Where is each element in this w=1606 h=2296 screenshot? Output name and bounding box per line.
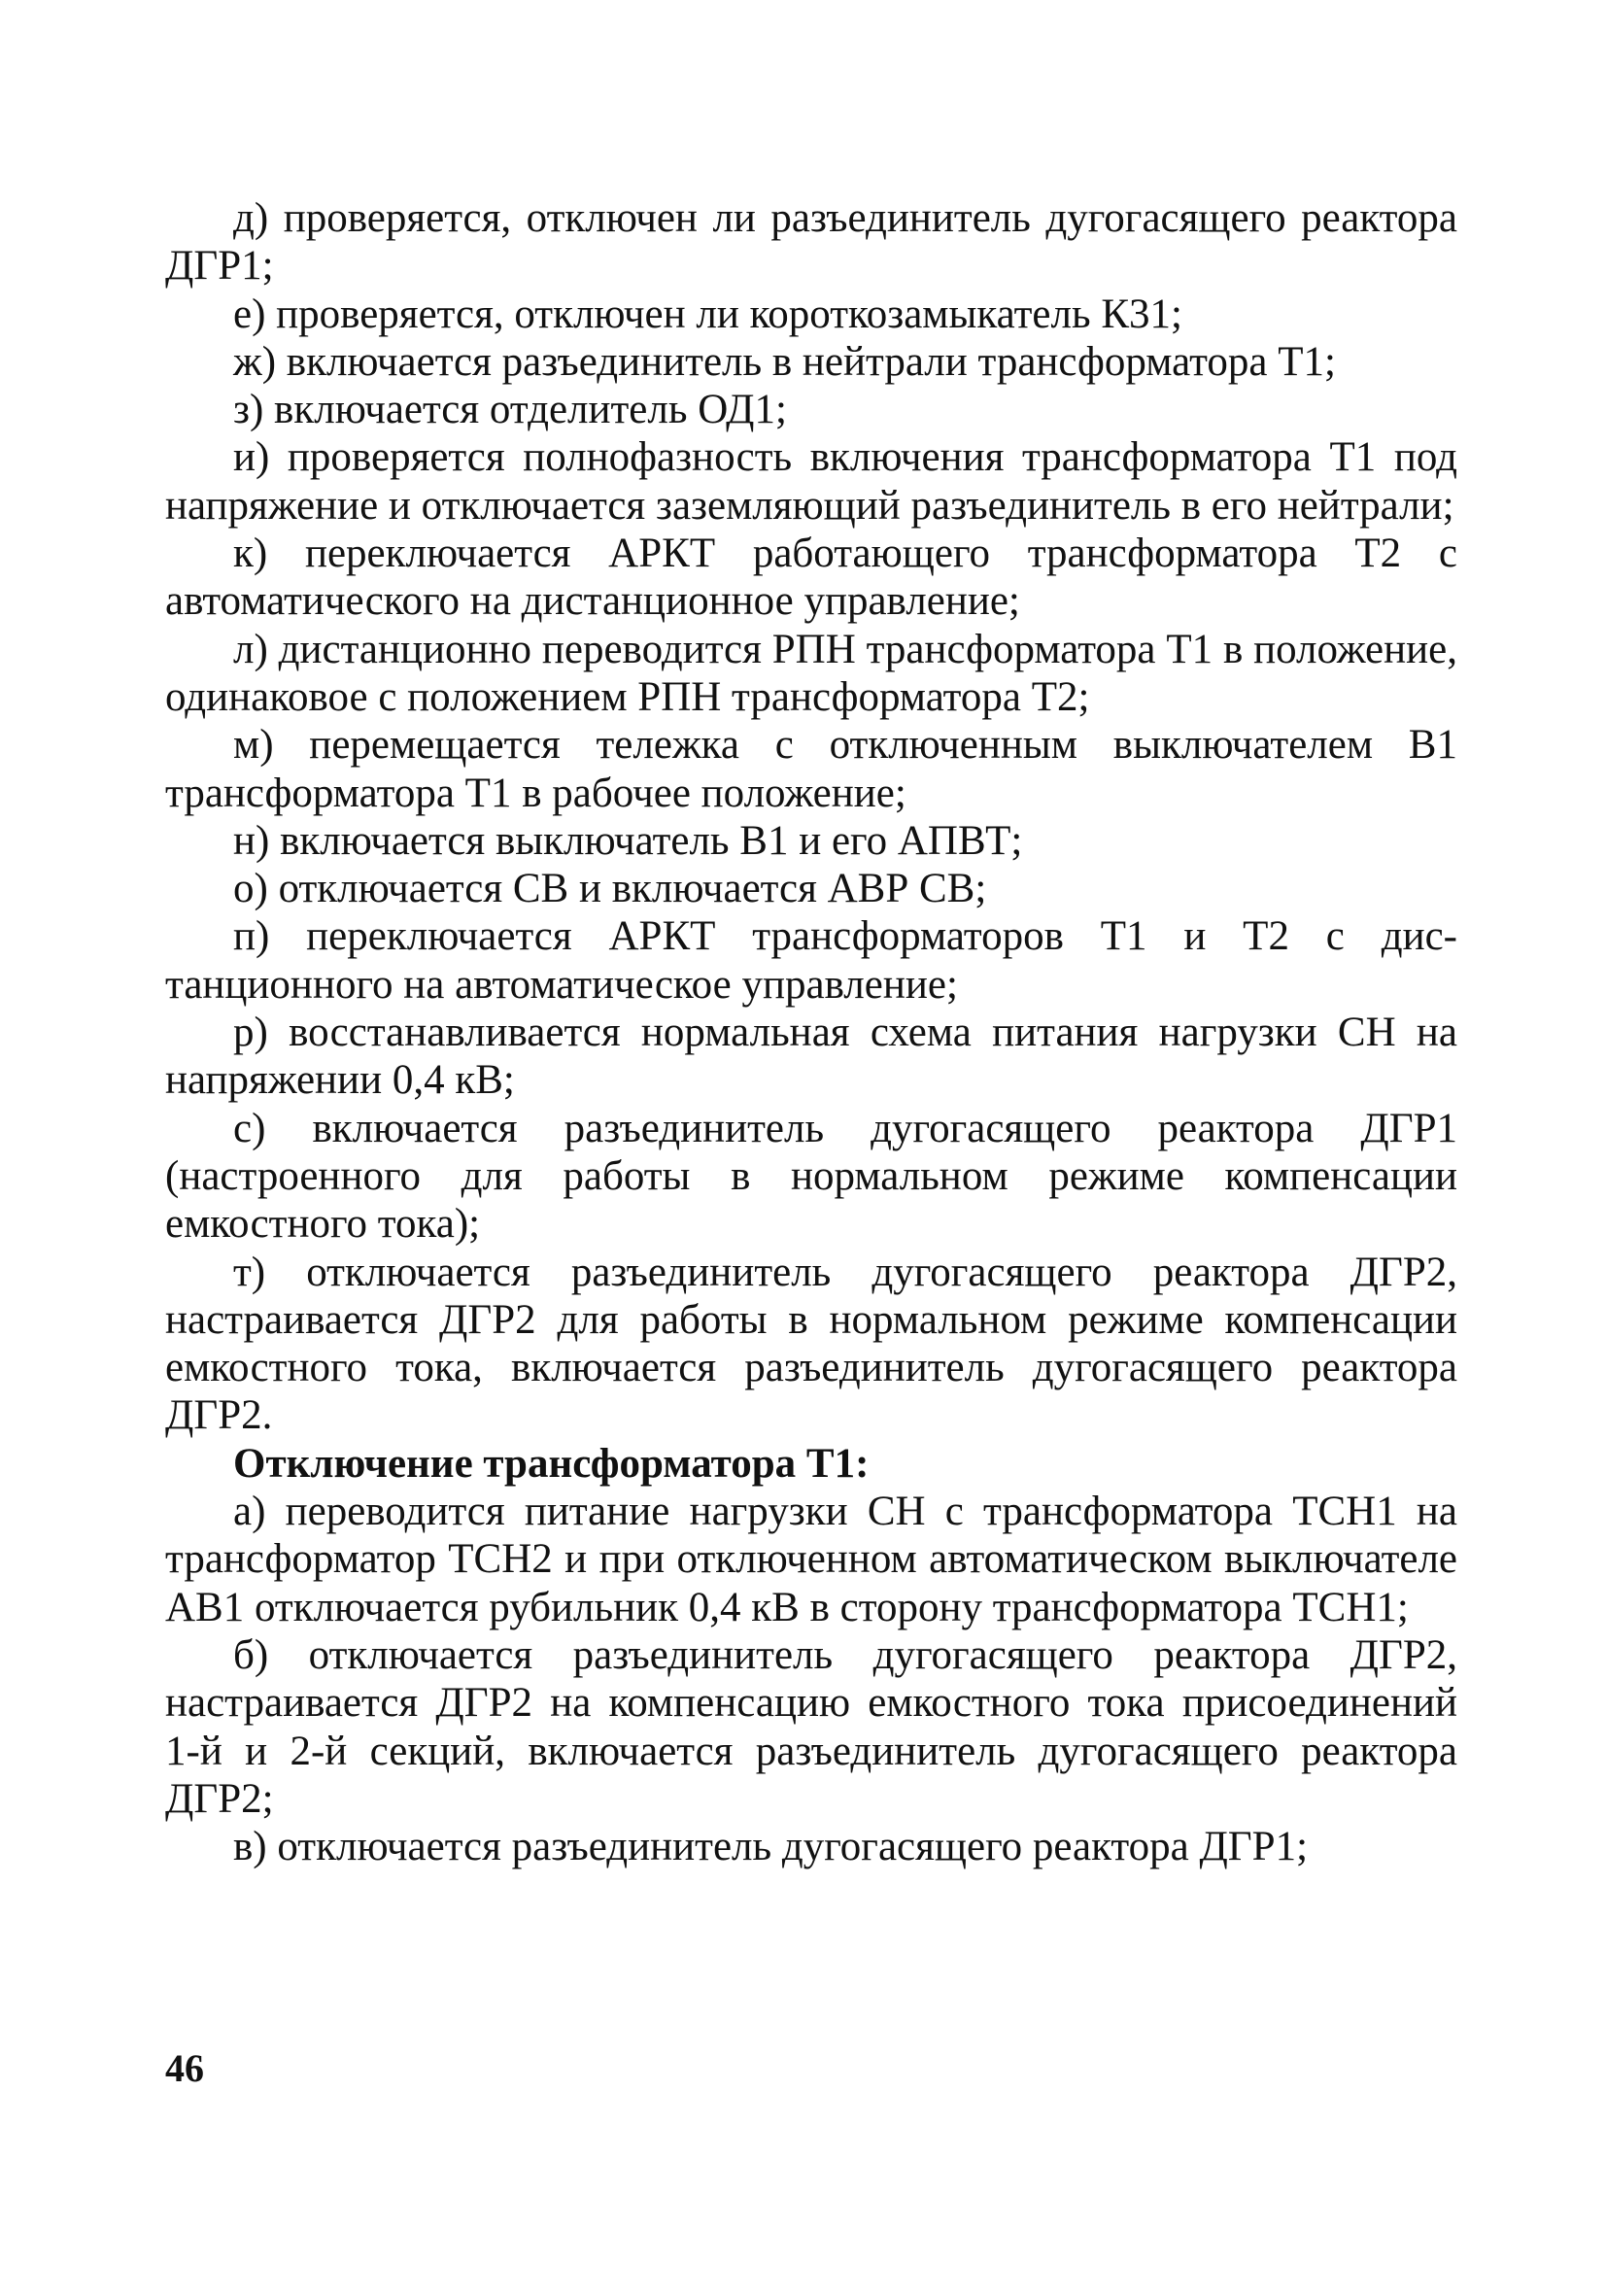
paragraph-r: р) восстанавливается нормальная схема питания нагрузки СН на напряжении 0,4 кВ; <box>165 1010 1457 1104</box>
paragraph-s: с) включается разъединитель дугогасящего реактора ДГР1 (настроенного для работы в нормальном режиме компенсации емкостного тока); <box>165 1105 1457 1248</box>
paragraph-o: о) отключается СВ и включается АВР СВ; <box>233 866 987 912</box>
body-text <box>165 194 1457 1870</box>
paragraph-l: л) дистанционно переводится РПН трансформатора Т1 в положение, одинаковое с положением РПН трансформатора Т2; <box>165 626 1457 720</box>
paragraph-p: п) переключается АРКТ трансформаторов Т1 и Т2 с дистанционного на автоматическое управление; <box>165 913 1457 1008</box>
section-heading: Отключение трансформатора Т1: <box>233 1440 870 1487</box>
paragraph-k: к) переключается АРКТ работающего трансформатора Т2 с автоматического на дистанционное управление; <box>165 531 1457 625</box>
paragraph-n: н) включается выключатель В1 и его АПВТ; <box>233 817 1023 864</box>
paragraph-a: а) переводится питание нагрузки СН с трансформатора ТСН1 на трансформатор ТСН2 и при отключенном автоматическом выключателе АВ1 отключается рубильник 0,4 кВ в сторону трансформатора ТСН1; <box>165 1489 1457 1630</box>
paragraph-b: б) отключается разъединитель дугогасящего реактора ДГР2, настраивается ДГР2 на компенсацию емкостного тока присоединений 1-й и 2-й секций, включается разъединитель дугогасящего реактора ДГР2; <box>165 1631 1457 1822</box>
paragraph-e: е) проверяется, отключен ли короткозамыкатель К31; <box>233 291 1182 337</box>
paragraph-v: в) отключается разъединитель дугогасящего реактора ДГР1; <box>233 1824 1309 1870</box>
paragraph-i: и) проверяется полнофазность включения трансформатора Т1 под напряжение и отключается заземляющий разъединитель в его нейтрали; <box>165 434 1457 529</box>
paragraph-zh: ж) включается разъединитель в нейтрали трансформатора Т1; <box>233 338 1336 385</box>
paragraph-d: д) проверяется, отключен ли разъединитель дугогасящего реактора ДГР1; <box>165 195 1457 290</box>
paragraph-m: м) перемещается тележка с отключенным выключателем В1 трансформатора Т1 в рабочее положение; <box>165 722 1457 816</box>
paragraph-t: т) отключается разъединитель дугогасящего реактора ДГР2, настраивается ДГР2 для работы в нормальном режиме компенсации емкостного тока, включается разъединитель дугогасящего реактора ДГР2. <box>165 1249 1457 1439</box>
page-number: 46 <box>165 2046 204 2090</box>
paragraph-z: з) включается отделитель ОД1; <box>233 387 787 433</box>
